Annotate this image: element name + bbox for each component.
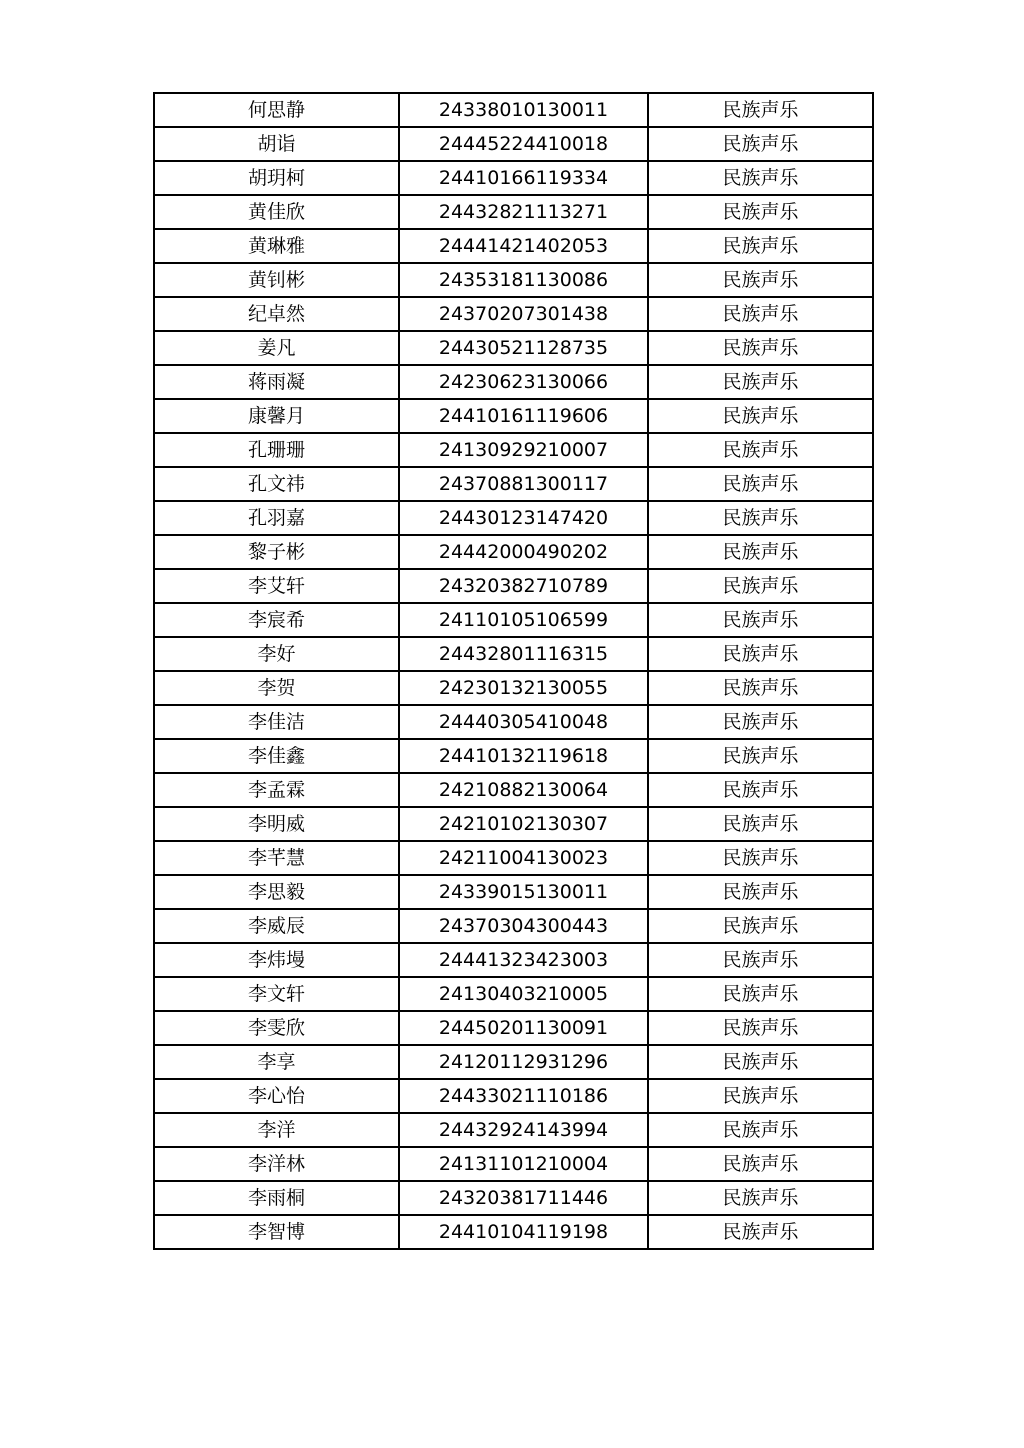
student-name-cell: 李艾轩 bbox=[154, 569, 399, 603]
table-row bbox=[154, 603, 873, 637]
table-row bbox=[154, 1045, 873, 1079]
exam-id-cell: 24230623130066 bbox=[399, 365, 648, 399]
table-row bbox=[154, 535, 873, 569]
table-row bbox=[154, 331, 873, 365]
exam-id-cell: 24131101210004 bbox=[399, 1147, 648, 1181]
major-cell: 民族声乐 bbox=[648, 671, 873, 705]
student-name-cell: 胡诣 bbox=[154, 127, 399, 161]
student-name-cell: 李享 bbox=[154, 1045, 399, 1079]
major-cell: 民族声乐 bbox=[648, 705, 873, 739]
table-row bbox=[154, 671, 873, 705]
major-cell: 民族声乐 bbox=[648, 1147, 873, 1181]
student-name-cell: 李思毅 bbox=[154, 875, 399, 909]
student-name-cell: 李智博 bbox=[154, 1215, 399, 1249]
table-row bbox=[154, 1215, 873, 1249]
exam-id-cell: 24230132130055 bbox=[399, 671, 648, 705]
table-row bbox=[154, 501, 873, 535]
exam-id-cell: 24442000490202 bbox=[399, 535, 648, 569]
major-cell: 民族声乐 bbox=[648, 807, 873, 841]
major-cell: 民族声乐 bbox=[648, 127, 873, 161]
table-row bbox=[154, 93, 873, 127]
major-cell: 民族声乐 bbox=[648, 1215, 873, 1249]
exam-id-cell: 24441323423003 bbox=[399, 943, 648, 977]
major-cell: 民族声乐 bbox=[648, 1045, 873, 1079]
student-name-cell: 蒋雨凝 bbox=[154, 365, 399, 399]
table-row bbox=[154, 1113, 873, 1147]
student-name-cell: 黄琳雅 bbox=[154, 229, 399, 263]
major-cell: 民族声乐 bbox=[648, 739, 873, 773]
table-row bbox=[154, 875, 873, 909]
table-row bbox=[154, 399, 873, 433]
student-name-cell: 孔珊珊 bbox=[154, 433, 399, 467]
exam-id-cell: 24441421402053 bbox=[399, 229, 648, 263]
student-name-cell: 李洋 bbox=[154, 1113, 399, 1147]
table-row bbox=[154, 1079, 873, 1113]
roster-body bbox=[154, 93, 873, 1249]
exam-id-cell: 24353181130086 bbox=[399, 263, 648, 297]
exam-id-cell: 24370881300117 bbox=[399, 467, 648, 501]
exam-id-cell: 24211004130023 bbox=[399, 841, 648, 875]
student-name-cell: 李洋林 bbox=[154, 1147, 399, 1181]
table-row bbox=[154, 263, 873, 297]
student-name-cell: 李威辰 bbox=[154, 909, 399, 943]
major-cell: 民族声乐 bbox=[648, 433, 873, 467]
major-cell: 民族声乐 bbox=[648, 229, 873, 263]
exam-id-cell: 24410104119198 bbox=[399, 1215, 648, 1249]
major-cell: 民族声乐 bbox=[648, 1011, 873, 1045]
table-row bbox=[154, 1011, 873, 1045]
student-name-cell: 黄钊彬 bbox=[154, 263, 399, 297]
exam-id-cell: 24210882130064 bbox=[399, 773, 648, 807]
student-name-cell: 孔文祎 bbox=[154, 467, 399, 501]
exam-id-cell: 24320382710789 bbox=[399, 569, 648, 603]
major-cell: 民族声乐 bbox=[648, 535, 873, 569]
major-cell: 民族声乐 bbox=[648, 263, 873, 297]
exam-id-cell: 24432924143994 bbox=[399, 1113, 648, 1147]
table-row bbox=[154, 467, 873, 501]
exam-id-cell: 24210102130307 bbox=[399, 807, 648, 841]
exam-id-cell: 24432821113271 bbox=[399, 195, 648, 229]
student-name-cell: 李炜墁 bbox=[154, 943, 399, 977]
exam-id-cell: 24370207301438 bbox=[399, 297, 648, 331]
major-cell: 民族声乐 bbox=[648, 1113, 873, 1147]
table-row bbox=[154, 909, 873, 943]
table-row bbox=[154, 1181, 873, 1215]
table-row bbox=[154, 433, 873, 467]
table-row bbox=[154, 161, 873, 195]
exam-id-cell: 24130403210005 bbox=[399, 977, 648, 1011]
table-row bbox=[154, 1147, 873, 1181]
student-name-cell: 姜凡 bbox=[154, 331, 399, 365]
exam-id-cell: 24120112931296 bbox=[399, 1045, 648, 1079]
table-row bbox=[154, 807, 873, 841]
major-cell: 民族声乐 bbox=[648, 875, 873, 909]
table-row bbox=[154, 943, 873, 977]
student-name-cell: 李孟霖 bbox=[154, 773, 399, 807]
major-cell: 民族声乐 bbox=[648, 399, 873, 433]
student-name-cell: 李佳鑫 bbox=[154, 739, 399, 773]
major-cell: 民族声乐 bbox=[648, 331, 873, 365]
major-cell: 民族声乐 bbox=[648, 909, 873, 943]
major-cell: 民族声乐 bbox=[648, 161, 873, 195]
table-row bbox=[154, 977, 873, 1011]
table-row bbox=[154, 637, 873, 671]
exam-id-cell: 24410166119334 bbox=[399, 161, 648, 195]
major-cell: 民族声乐 bbox=[648, 297, 873, 331]
major-cell: 民族声乐 bbox=[648, 977, 873, 1011]
major-cell: 民族声乐 bbox=[648, 1079, 873, 1113]
student-name-cell: 黎子彬 bbox=[154, 535, 399, 569]
student-name-cell: 李好 bbox=[154, 637, 399, 671]
exam-id-cell: 24430521128735 bbox=[399, 331, 648, 365]
table-row bbox=[154, 195, 873, 229]
major-cell: 民族声乐 bbox=[648, 93, 873, 127]
major-cell: 民族声乐 bbox=[648, 365, 873, 399]
exam-id-cell: 24110105106599 bbox=[399, 603, 648, 637]
student-name-cell: 李贺 bbox=[154, 671, 399, 705]
major-cell: 民族声乐 bbox=[648, 195, 873, 229]
student-name-cell: 李明威 bbox=[154, 807, 399, 841]
exam-id-cell: 24370304300443 bbox=[399, 909, 648, 943]
student-name-cell: 何思静 bbox=[154, 93, 399, 127]
major-cell: 民族声乐 bbox=[648, 943, 873, 977]
exam-id-cell: 24320381711446 bbox=[399, 1181, 648, 1215]
student-name-cell: 李心怡 bbox=[154, 1079, 399, 1113]
exam-id-cell: 24410161119606 bbox=[399, 399, 648, 433]
student-name-cell: 李雯欣 bbox=[154, 1011, 399, 1045]
exam-id-cell: 24432801116315 bbox=[399, 637, 648, 671]
roster-table bbox=[153, 92, 874, 1250]
student-name-cell: 李雨桐 bbox=[154, 1181, 399, 1215]
exam-id-cell: 24445224410018 bbox=[399, 127, 648, 161]
table-row bbox=[154, 739, 873, 773]
major-cell: 民族声乐 bbox=[648, 467, 873, 501]
table-row bbox=[154, 569, 873, 603]
student-name-cell: 黄佳欣 bbox=[154, 195, 399, 229]
major-cell: 民族声乐 bbox=[648, 501, 873, 535]
major-cell: 民族声乐 bbox=[648, 637, 873, 671]
major-cell: 民族声乐 bbox=[648, 1181, 873, 1215]
table-row bbox=[154, 229, 873, 263]
table-row bbox=[154, 705, 873, 739]
table-row bbox=[154, 841, 873, 875]
exam-id-cell: 24339015130011 bbox=[399, 875, 648, 909]
student-name-cell: 康馨月 bbox=[154, 399, 399, 433]
student-name-cell: 李芊慧 bbox=[154, 841, 399, 875]
exam-id-cell: 24430123147420 bbox=[399, 501, 648, 535]
exam-id-cell: 24440305410048 bbox=[399, 705, 648, 739]
student-name-cell: 纪卓然 bbox=[154, 297, 399, 331]
table-row bbox=[154, 773, 873, 807]
exam-id-cell: 24450201130091 bbox=[399, 1011, 648, 1045]
table-row bbox=[154, 127, 873, 161]
major-cell: 民族声乐 bbox=[648, 773, 873, 807]
student-name-cell: 胡玥柯 bbox=[154, 161, 399, 195]
student-name-cell: 李文轩 bbox=[154, 977, 399, 1011]
table-row bbox=[154, 297, 873, 331]
exam-id-cell: 24433021110186 bbox=[399, 1079, 648, 1113]
major-cell: 民族声乐 bbox=[648, 569, 873, 603]
table-row bbox=[154, 365, 873, 399]
major-cell: 民族声乐 bbox=[648, 603, 873, 637]
student-name-cell: 李佳洁 bbox=[154, 705, 399, 739]
exam-id-cell: 24338010130011 bbox=[399, 93, 648, 127]
major-cell: 民族声乐 bbox=[648, 841, 873, 875]
exam-id-cell: 24410132119618 bbox=[399, 739, 648, 773]
student-name-cell: 孔羽嘉 bbox=[154, 501, 399, 535]
student-name-cell: 李宸希 bbox=[154, 603, 399, 637]
exam-id-cell: 24130929210007 bbox=[399, 433, 648, 467]
